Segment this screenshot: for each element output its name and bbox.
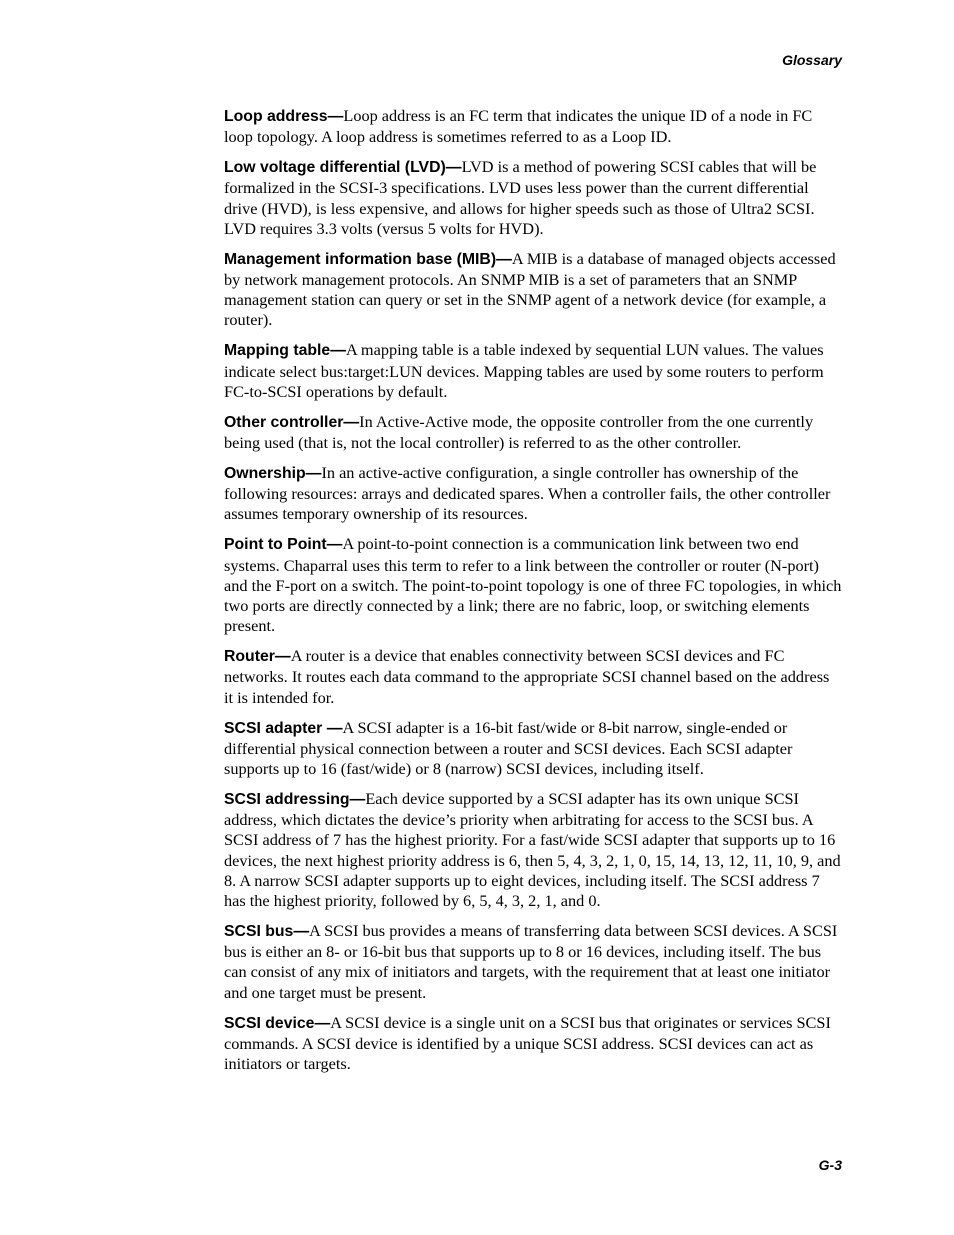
glossary-term: Mapping table— (224, 342, 346, 360)
glossary-term: Point to Point— (224, 536, 343, 554)
glossary-term: Low voltage differential (LVD)— (224, 159, 462, 177)
glossary-entry-scsi-device (224, 1013, 842, 1075)
glossary-entry-scsi-addressing (224, 789, 842, 911)
glossary-term: Management information base (MIB)— (224, 250, 512, 268)
glossary-entry-scsi-adapter (224, 718, 842, 780)
glossary-entry-scsi-bus (224, 921, 842, 1003)
glossary-definition: In Active-Active mode, the opposite controller from the one currently being used (that is, not the local controller) is referred to as the other controller. (224, 411, 814, 453)
glossary-entry-lvd (224, 157, 842, 239)
glossary-definition: Loop address is an FC term that indicates the unique ID of a node in FC loop topology. A loop address is sometimes referred to as a Loop ID. (224, 106, 813, 147)
glossary-term: SCSI addressing— (224, 791, 366, 809)
glossary-definition: LVD is a method of powering SCSI cables that will be formalized in the SCSI-3 specifications. LVD uses less power than the current differential drive (HVD), is less expensive, and allows for higher speeds such as those of Ultra2 SCSI. LVD requires 3.3 volts (versus 5 volts for HVD). (224, 157, 817, 238)
glossary-definition: A MIB is a database of managed objects accessed by network management protocols. An SNMP MIB is a set of parameters that an SNMP management station can query or set in the SNMP agent of a network device (for example, a router). (224, 248, 836, 330)
glossary-term: SCSI adapter — (224, 719, 343, 737)
glossary-entry-router (224, 646, 842, 708)
glossary-definition: In an active-active configuration, a single controller has ownership of the following resources: arrays and dedicated spares. When a controller fails, the other controller assumes temporary ownership of its resources. (224, 463, 831, 524)
glossary-definition: A SCSI device is a single unit on a SCSI bus that originates or services SCSI commands. A SCSI device is identified by a unique SCSI address. SCSI devices can act as initiators or targets. (224, 1012, 831, 1074)
glossary-definition: A SCSI bus provides a means of transferring data between SCSI devices. A SCSI bus is either an 8- or 16-bit bus that supports up to 8 or 16 devices, including itself. The bus can consist of any mix of initiators and targets, with the requirement that at least one initiator and one target must be present. (224, 921, 838, 1002)
glossary-term: SCSI bus— (224, 923, 310, 941)
glossary-entry-mapping-table (224, 340, 842, 402)
glossary-term: SCSI device— (224, 1014, 331, 1032)
glossary-term: Ownership— (224, 465, 322, 483)
glossary-entries (224, 106, 842, 1084)
glossary-term: Other controller— (224, 413, 360, 431)
page-number: G-3 (818, 1157, 842, 1173)
glossary-term: Router— (224, 648, 291, 666)
glossary-definition: A router is a device that enables connectivity between SCSI devices and FC networks. It routes each data command to the appropriate SCSI channel based on the address it is intended for. (224, 646, 830, 707)
glossary-entry-point-to-point (224, 534, 842, 636)
glossary-entry-mib (224, 249, 842, 331)
glossary-definition: Each device supported by a SCSI adapter has its own unique SCSI address, which dictates the device’s priority when arbitrating for access to the SCSI bus. A SCSI address of 7 has the highest priority. For a fast/wide SCSI adapter that supports up to 16 devices, the next highest priority address is 6, then 5, 4, 3, 2, 1, 0, 15, 14, 13, 12, 11, 10, 9, and 8. A narrow SCSI adapter supports up to eight devices, including itself. The SCSI address 7 has the highest priority, followed by 6, 5, 4, 3, 2, 1, and 0. (224, 789, 841, 911)
glossary-entry-loop-address (224, 106, 842, 147)
running-header-section: Glossary (782, 52, 842, 68)
glossary-term: Loop address— (224, 108, 344, 125)
glossary-definition: A mapping table is a table indexed by sequential LUN values. The values indicate select bus:target:LUN devices. Mapping tables are used by some routers to perform FC-to-SCSI operations by default. (224, 340, 824, 401)
glossary-definition: A point-to-point connection is a communication link between two end systems. Chaparral uses this term to refer to a link between the controller or router (N-port) and the F-port on a switch. The point-to-point topology is one of three FC topologies, in which two ports are directly connected by a link; there are no fabric, loop, or switching elements present. (224, 534, 842, 636)
glossary-entry-ownership (224, 463, 842, 525)
glossary-definition: A SCSI adapter is a 16-bit fast/wide or 8-bit narrow, single-ended or differential physical connection between a router and SCSI devices. Each SCSI adapter supports up to 16 (fast/wide) or 8 (narrow) SCSI devices, including itself. (224, 717, 793, 779)
glossary-entry-other-controller (224, 412, 842, 453)
